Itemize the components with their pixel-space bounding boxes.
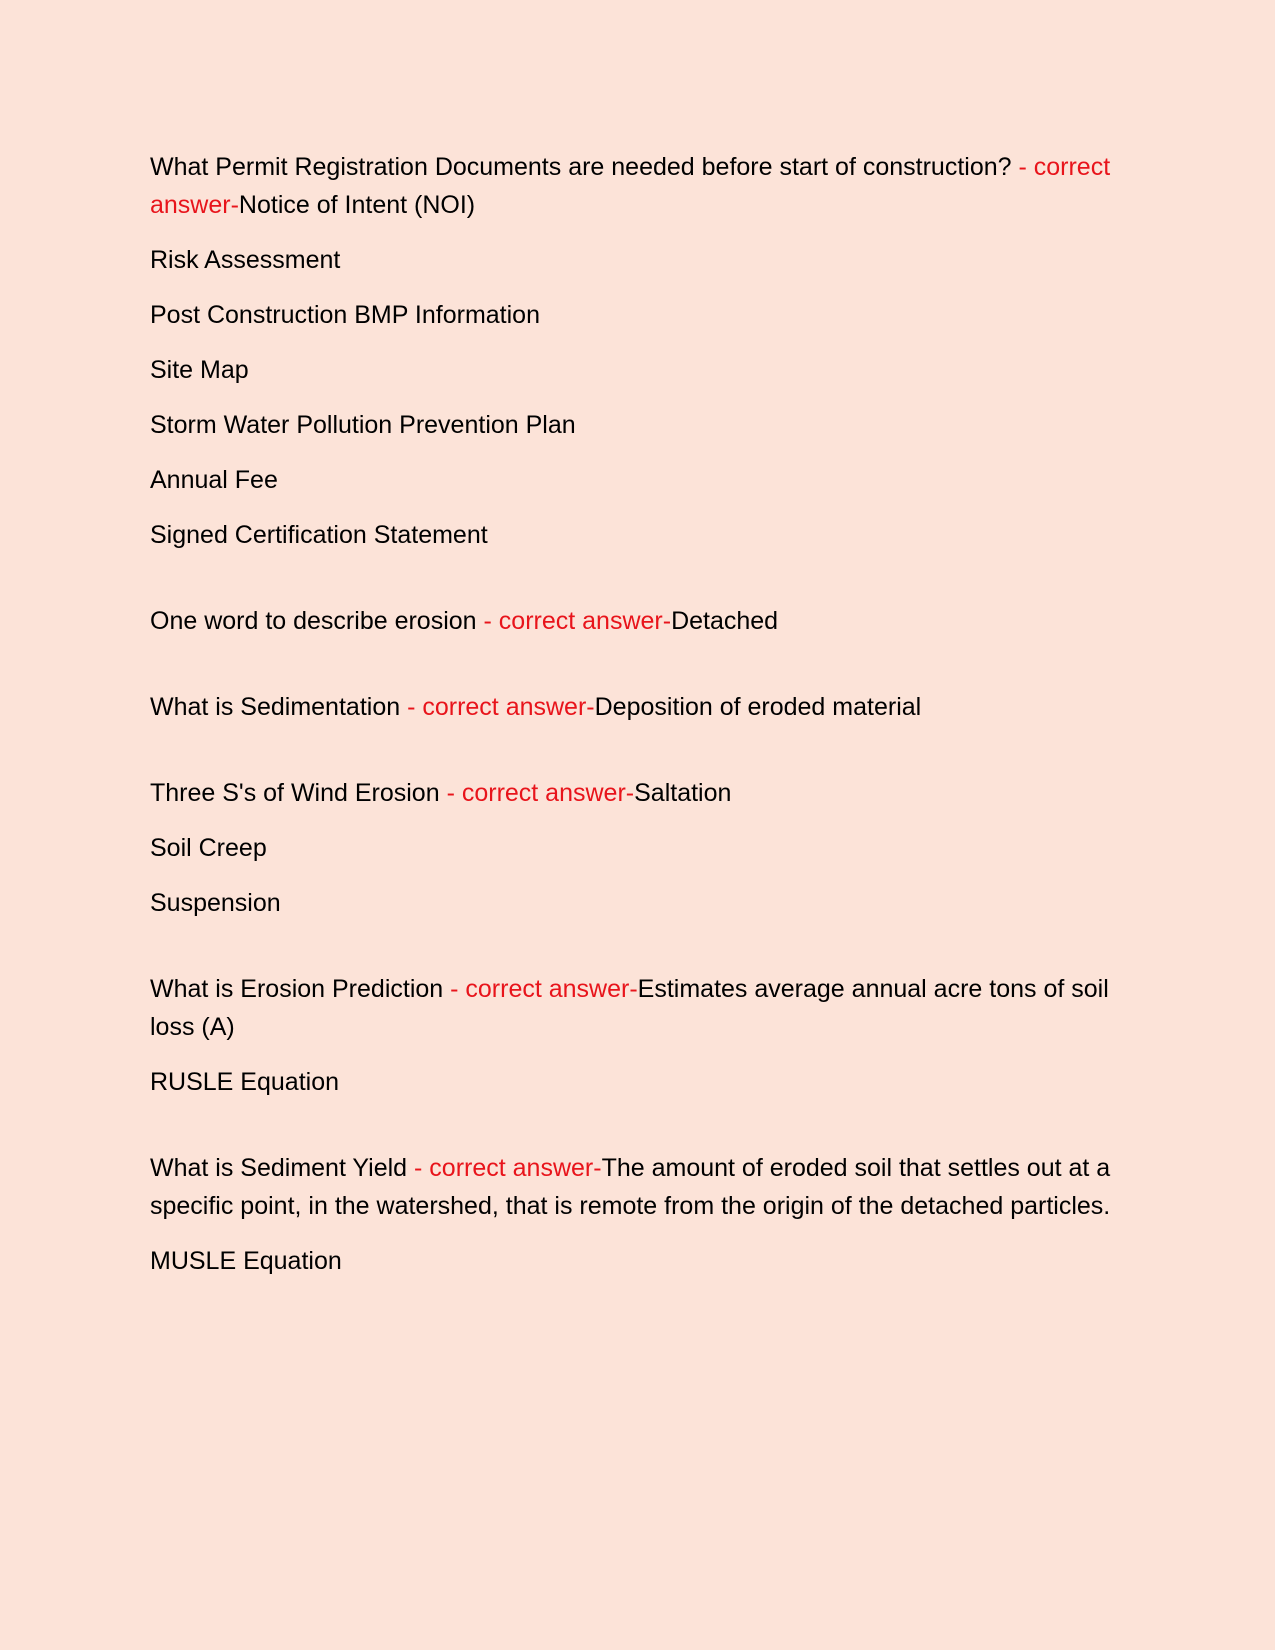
- answer-list-item: Signed Certification Statement: [150, 521, 488, 549]
- qa-item-permit-documents: [150, 148, 1130, 554]
- answer-marker: - correct answer-: [446, 779, 635, 807]
- answer-marker: - correct answer-: [450, 975, 638, 1003]
- answer-list-item: RUSLE Equation: [150, 1068, 340, 1096]
- answer-text: Notice of Intent (NOI): [238, 191, 476, 219]
- answer-marker: - correct answer-: [407, 693, 595, 721]
- qa-item-wind-erosion: [150, 774, 1130, 922]
- qa-item-erosion-word: [150, 602, 1130, 640]
- question-text: What is Sediment Yield: [150, 1154, 415, 1182]
- answer-text: Saltation: [634, 779, 732, 807]
- answer-text: Deposition of eroded material: [594, 693, 922, 721]
- question-line: [150, 1149, 1130, 1225]
- answer-list-item: Annual Fee: [150, 466, 278, 494]
- question-line: [150, 148, 1130, 224]
- qa-item-sediment-yield: [150, 1149, 1130, 1280]
- answer-list-item: Risk Assessment: [150, 246, 341, 274]
- answer-text: Estimates average annual acre tons of soil loss (A): [150, 975, 1109, 1041]
- question-text: Three S's of Wind Erosion: [150, 779, 447, 807]
- answer-text: Detached: [671, 607, 779, 635]
- answer-marker: - correct answer-: [483, 607, 672, 635]
- answer-marker: - correct answer-: [150, 153, 1111, 219]
- question-line: [150, 688, 1130, 726]
- question-line: [150, 970, 1130, 1046]
- answer-list-item: Suspension: [150, 889, 281, 917]
- answer-list-item: Storm Water Pollution Prevention Plan: [150, 411, 576, 439]
- question-text: What is Sedimentation: [150, 693, 408, 721]
- question-text: One word to describe erosion: [150, 607, 484, 635]
- answer-list-item: Site Map: [150, 356, 249, 384]
- answer-list-item: Soil Creep: [150, 834, 267, 862]
- question-text: What Permit Registration Documents are needed before start of construction?: [150, 153, 1019, 181]
- answer-text: The amount of eroded soil that settles out at a specific point, in the watershed, that is remote from the origin of the detached particles.: [150, 1154, 1111, 1220]
- answer-list-item: Post Construction BMP Information: [150, 301, 540, 329]
- question-text: What is Erosion Prediction: [150, 975, 451, 1003]
- answer-marker: - correct answer-: [414, 1154, 602, 1182]
- question-line: [150, 602, 1130, 640]
- qa-item-erosion-prediction: [150, 970, 1130, 1101]
- qa-item-sedimentation: [150, 688, 1130, 726]
- document-page: [150, 148, 1130, 1328]
- question-line: [150, 774, 1130, 812]
- answer-list-item: MUSLE Equation: [150, 1247, 342, 1275]
